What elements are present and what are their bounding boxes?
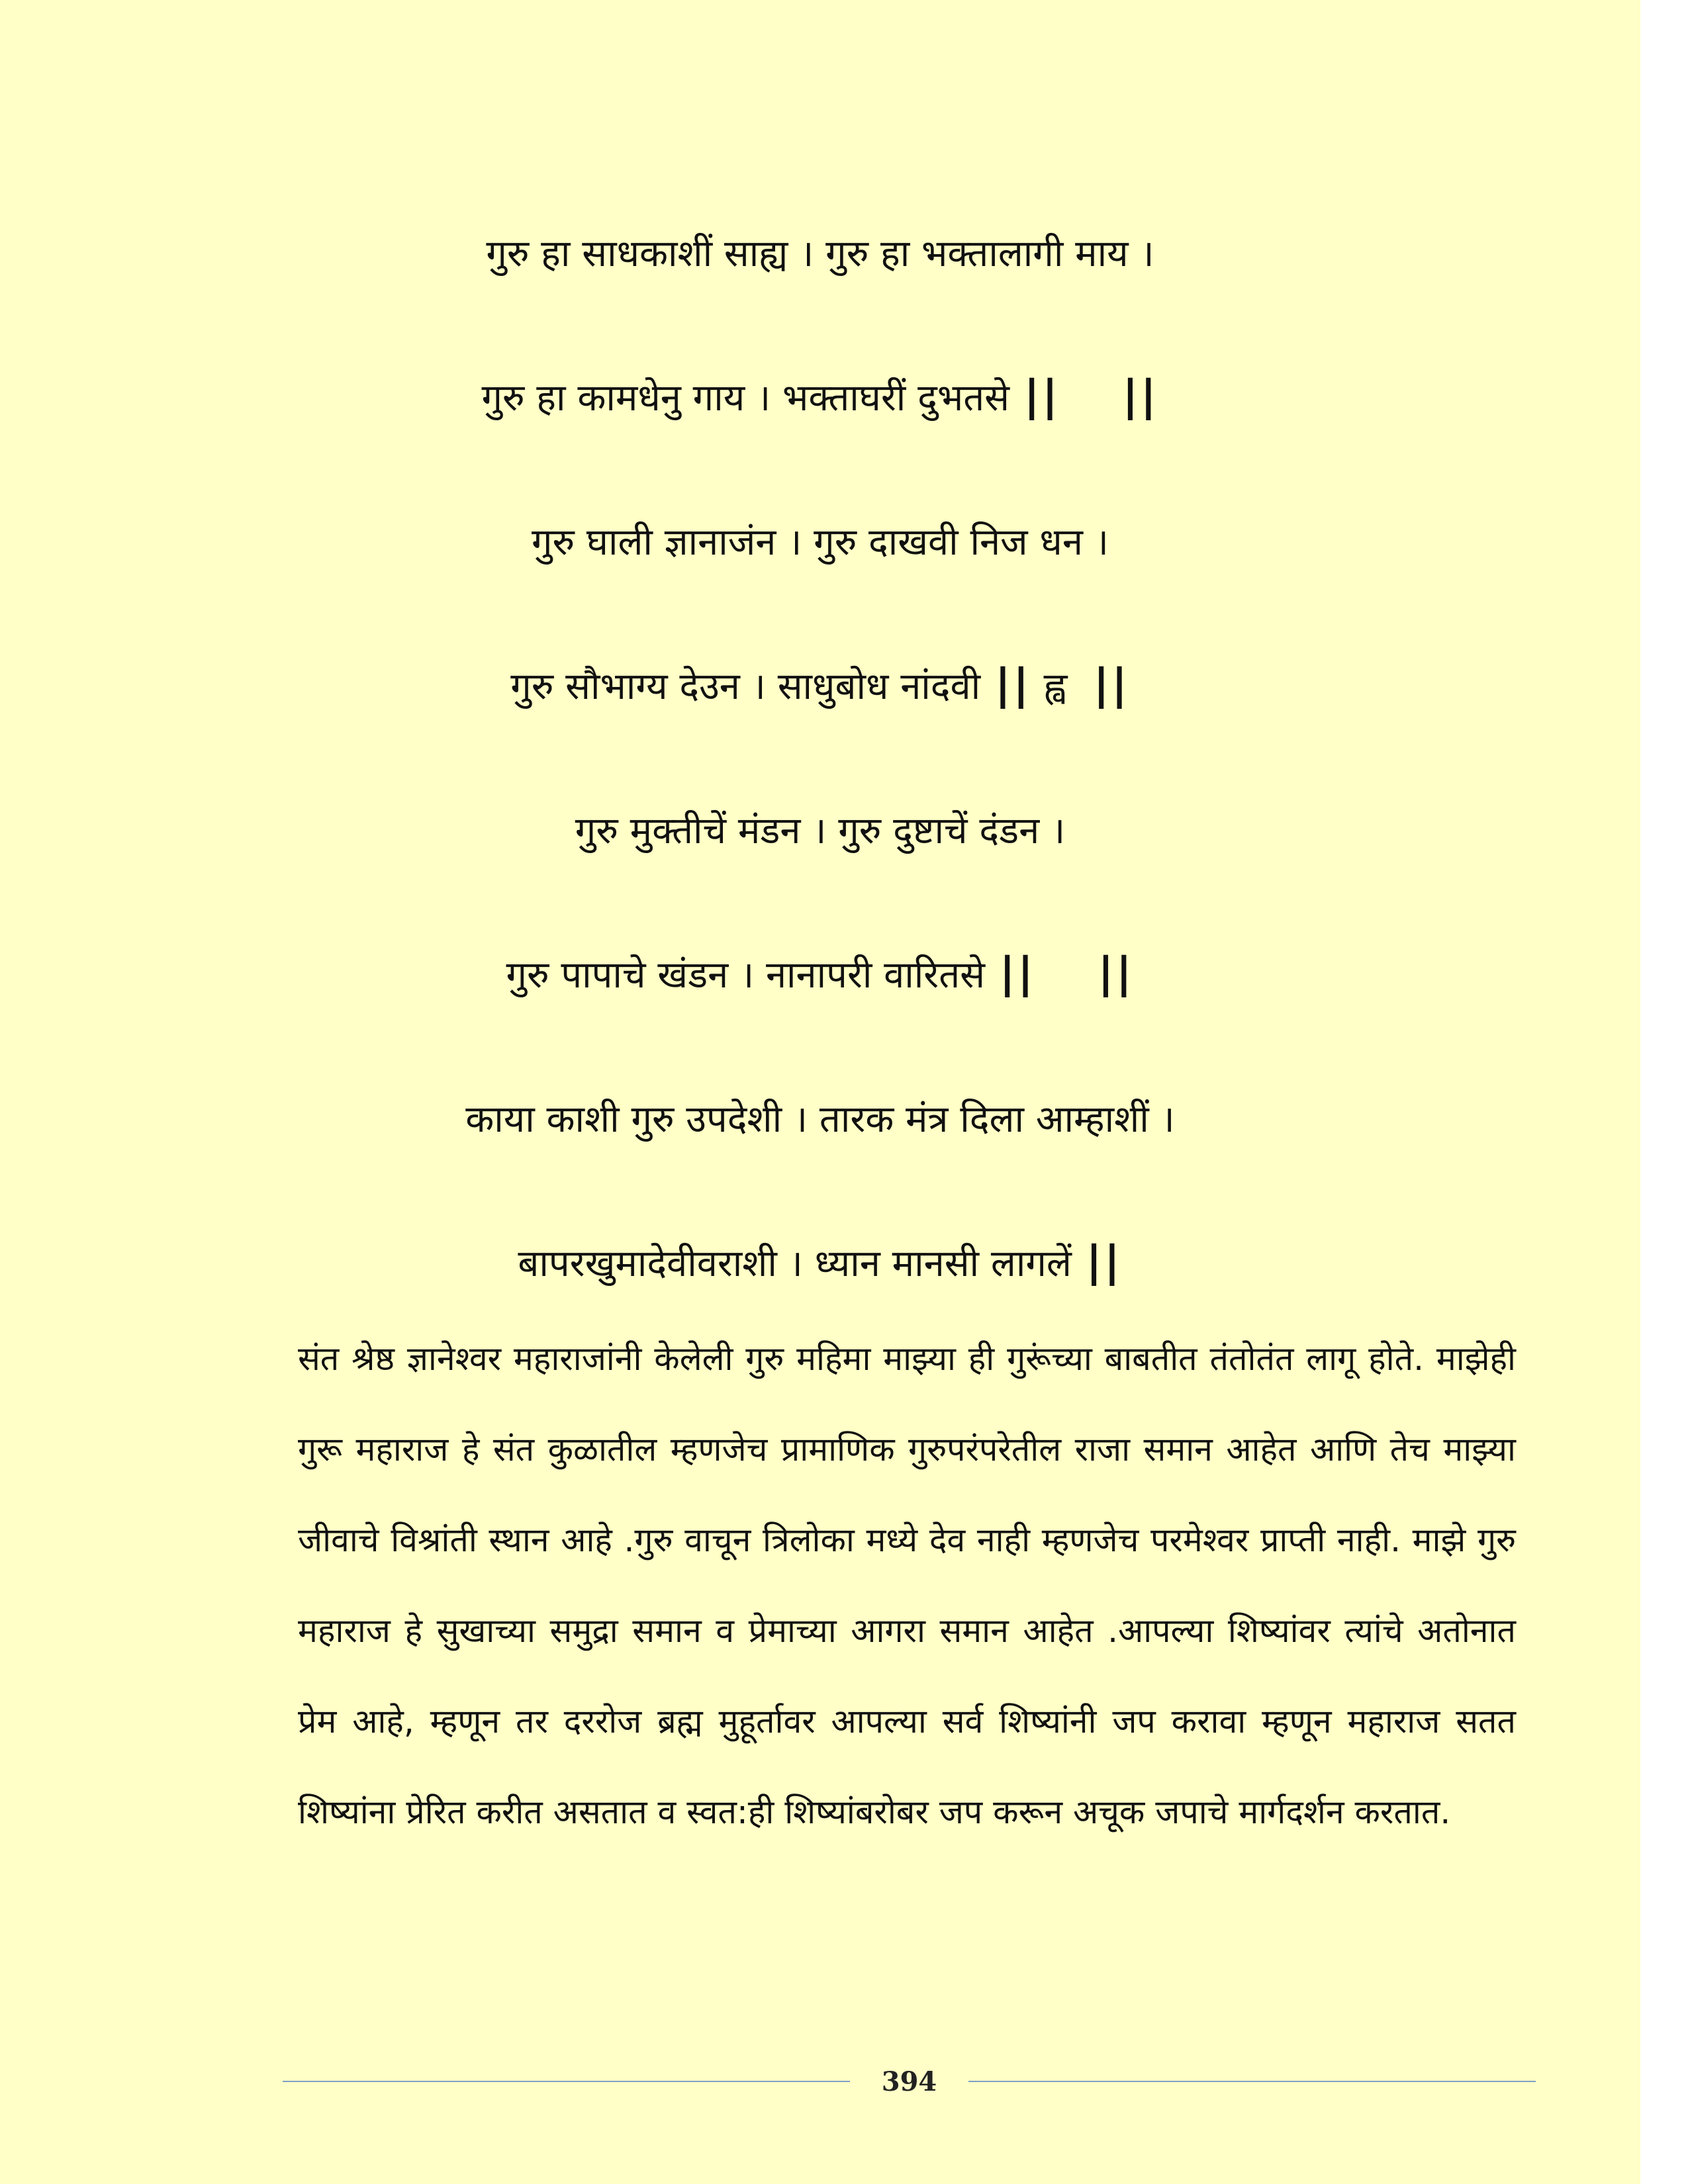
verse-text: गुरु घाली ज्ञानाजंन । गुरु दाखवी निज धन ।	[532, 521, 1109, 564]
verse-line-4	[0, 613, 1640, 757]
prose-paragraph: संत श्रेष्ठ ज्ञानेश्वर महाराजांनी केलेली गुरु महिमा माझ्या ही गुरूंच्या बाबतीत तंतोतंत लागू होते. माझेही गुरू महाराज हे संत कुळातील म्हणजेच प्रामाणिक गुरुपरंपरेतील राजा समान आहेत आणि तेच माझ्या जीवाचे विश्रांती स्थान आहे .गुरु वाचून त्रिलोका मध्ये देव नाही म्हणजेच परमेश्वर प्राप्ती नाही. माझे गुरु महाराज हे सुखाच्या समुद्रा समान व प्रेमाच्या आगरा समान आहेत .आपल्या शिष्यांवर त्यांचे अतोनात प्रेम आहे, म्हणून तर दररोज ब्रह्म मुहूर्तावर आपल्या सर्व शिष्यांनी जप करावा म्हणून महाराज सतत शिष्यांना प्रेरित करीत असतात व स्वत:ही शिष्यांबरोबर जप करून अचूक जपाचे मार्गदर्शन करतात.	[298, 1340, 1516, 1831]
double-danda: ||	[995, 660, 1031, 709]
double-danda: ||	[1086, 1238, 1123, 1287]
double-danda-end: ||	[1093, 660, 1130, 709]
footer-rule-left	[283, 2081, 850, 2082]
verse-text: गुरु हा साधकाशीं साह्य । गुरु हा भक्तालागी माय ।	[486, 232, 1154, 275]
page-footer	[283, 2062, 1536, 2101]
verse-number: ह्व	[1043, 665, 1067, 708]
double-danda-end: ||	[1122, 372, 1159, 421]
verse-line-8	[0, 1190, 1640, 1334]
page-number: 394	[881, 2066, 937, 2097]
double-danda: ||	[1024, 372, 1060, 421]
verse-text: गुरु सौभाग्य देउन । साधुबोध नांदवी	[510, 665, 981, 708]
verse-line-1	[0, 180, 1640, 324]
verse-line-2	[0, 324, 1640, 469]
verse-line-3	[0, 469, 1640, 613]
footer-rule-right	[968, 2081, 1536, 2082]
verse-text: काया काशी गुरु उपदेशी । तारक मंत्र दिला आम्हाशीं ।	[465, 1098, 1175, 1141]
verse-block	[0, 180, 1640, 1334]
double-danda: ||	[999, 949, 1036, 998]
verse-text: गुरु मुक्तीचें मंडन । गुरु दुष्टाचें दंडन ।	[575, 809, 1066, 852]
verse-text: बापरखुमादेवीवराशी । ध्यान मानसी लागलें	[518, 1242, 1072, 1285]
verse-text: गुरु हा कामधेनु गाय । भक्ताघरीं दुभतसे	[481, 377, 1009, 420]
verse-text: गुरु पापाचे खंडन । नानापरी वारितसे	[506, 954, 985, 997]
double-danda-end: ||	[1098, 949, 1135, 998]
verse-line-5	[0, 757, 1640, 901]
verse-line-6	[0, 901, 1640, 1046]
verse-line-7	[0, 1046, 1640, 1190]
